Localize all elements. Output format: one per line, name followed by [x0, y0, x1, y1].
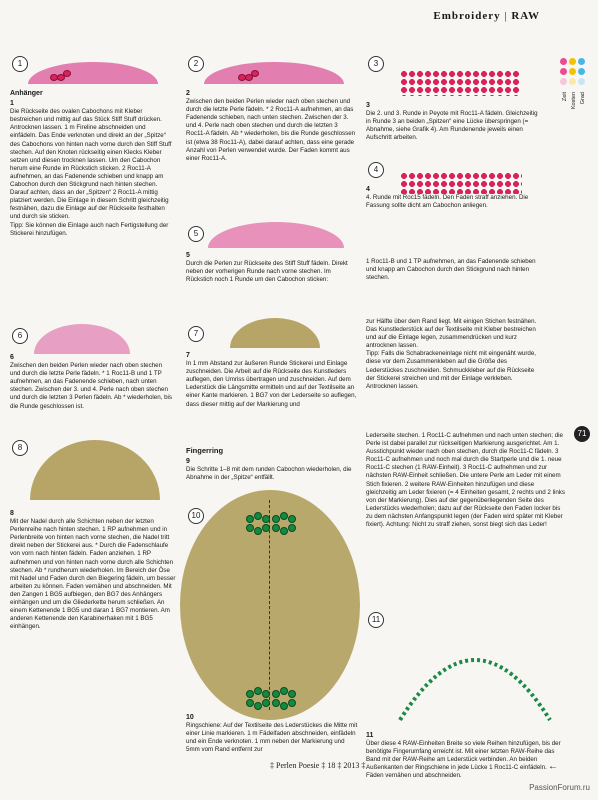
header-left: Embroidery — [433, 10, 501, 22]
step7-tip: Tipp: Falls die Schabrackeneinlage nicht mit eingenäht wurde, diese vor dem Zusammenkleben auf die Größe des Lederstückes zuschneiden. Schmuckkleber auf die Rückseite der Stickerei streichen und mit der Einlage verkleben. Antrocknen lassen. — [366, 350, 537, 390]
column-2-step10 — [186, 712, 358, 754]
side-label-zeit: Zeit — [562, 92, 568, 102]
ring-leather-illustration — [180, 490, 360, 720]
step4-num: 4 — [366, 186, 370, 193]
header-right: RAW — [511, 10, 540, 22]
step7b-text: zur Hälfte über dem Rand liegt. Mit einigen Stichen festnähen. Das Kunstlederstück auf der Textilseite mit Kleber bestreichen und auf die Einlage legen, zusammendrücken und kurz antrocknen lassen. — [366, 318, 537, 350]
column-3-step5b — [366, 258, 544, 282]
column-1-step8 — [10, 508, 176, 631]
step3-text: Die 2. und 3. Runde in Peyote mit Roc11-A fädeln. Gleichzeitig in Runde 3 an beiden „Spitzen“ eine Lücke überspringen (= Abnahme, siehe Grafik 4). Am Rundenende jeweils einen Aufschritt arbeiten. — [366, 110, 538, 142]
step-circle-1: 1 — [12, 56, 28, 72]
peyote-bead-illustration-3 — [400, 70, 520, 96]
column-2 — [186, 88, 356, 163]
page-header — [433, 10, 540, 22]
step7-num: 7 — [186, 352, 190, 359]
step-circle-6: 6 — [12, 328, 28, 344]
step1-title: Anhänger — [10, 90, 43, 97]
step10b-text: Lederseite stechen. 1 Roc11-C aufnehmen und nach unten stechen; die Perle ist dabei parallel zur rückseitigen Markierung ausgerichtet. Am 1. Ausstichpunkt wieder nach oben stechen, durch die Roc11-C fädeln. 3 Roc11-C aufnehmen und noch mal durch die Startperle und die 1. neue Roc11-C stechen (1 RAW-Einheit). 3 Roc11-C aufnehmen und zur nächsten RAW-Einheit schließen. Die untere Perle am Leder mit einem Stich fixieren. 2 weitere RAW-Einheiten hinzufügen und diese gleichzeitig am Leder fixieren (= 4 Einheiten gesamt, 2 rechts und 2 links von der Markierung). Dies auf der gegenüberliegenden Seite des Lederstücks wiederholen; dazu auf der Rückseite den Faden locker bis zu dem nächsten Anfangspunkt legen (der Faden wird später mit Kleber fixiert). Achtung: Nicht zu straff ziehen, sonst biegt sich das Leder! — [366, 432, 565, 529]
step5-text: Durch die Perlen zur Rückseite des Stiff Stuff fädeln. Direkt neben der vorherigen Runde nach vorne stechen. Im Rückstich noch 1 Runde um den Cabochon sticken: — [186, 260, 348, 284]
page-badge: 71 — [574, 426, 590, 442]
step10-text: Ringschiene: Auf der Textilseite des Lederstückes die Mitte mit einer Linie markieren. 1 m Fädelfaden abschneiden, einfädeln und ein Ende verknoten. 1 mm neben der Markierung und 5mm vom Rand entfernt zur — [186, 722, 358, 754]
step3-num: 3 — [366, 102, 370, 109]
cabochon-illustration-5 — [208, 222, 344, 248]
watermark: PassionForum.ru — [529, 783, 590, 792]
step11-text: Über diese 4 RAW-Einheiten Breite so viele Reihen hinzufügen, bis der benötigte Fingerumfang erreicht ist. Mit einer letzten RAW-Reihe das Band mit der RAW-Reihe am Lederstück verbinden. An beiden Außenkanten der Ringschiene in jede Lücke 1 Roc11-C einfädeln. Fäden vernähen und abschneiden. — [366, 740, 561, 780]
step5b-text: 1 Roc11-B und 1 TP aufnehmen, an das Fadenende schieben und knapp am Cabochon durch den Stickgrund nach hinten stechen. — [366, 258, 536, 282]
cabochon-illustration-1 — [28, 62, 158, 84]
header-sep: | — [504, 10, 508, 22]
step-circle-10: 10 — [188, 508, 204, 524]
step8-num: 8 — [10, 510, 14, 517]
page-footer: ‡ Perlen Poesie ‡ 18 ‡ 2013 ‡ — [270, 761, 366, 770]
column-1-step6 — [10, 352, 172, 411]
step-circle-2: 2 — [188, 56, 204, 72]
column-3-step4 — [366, 184, 544, 210]
step6-num: 6 — [10, 354, 14, 361]
step4-text: 4. Runde mit Roc15 fädeln. Den Faden straff anziehen. Die Fassung sollte dicht am Cabochon anliegen. — [366, 194, 529, 210]
ring-band-arc-illustration — [390, 620, 560, 730]
column-3-step7b — [366, 318, 544, 391]
step8-text: Mit der Nadel durch alle Schichten neben der letzten Perlenreihe nach hinten stechen. 1 RP aufnehmen und in Perlenbreite von hinten nach vorne stechen, die Nadel tritt direkt neben der Stickerei aus. * Durch die Fadenschlaufe von vorn nach hinten fädeln. Faden anziehen. 1 RP aufnehmen und von hinten nach vorne durch alle Schichten stechen. Ab * rundherum wiederholen. Im Bereich der Öse mit Nadel und Faden durch den Biegering fädeln, um besser arbeiten zu können. Faden vernähen und abschneiden. Mit den Zangen 1 BG5 aufbiegen, den BG7 des Anhängers einhängen und um die Gliederkette herum schließen. An einem Kettenende 1 BG5 und daran 1 BG7 montieren. Am anderen Kettenende den Karabinerhaken mit 1 BG5 einhängen. — [10, 518, 176, 631]
fingerring-title: Fingerring — [186, 446, 224, 455]
step1-num: 1 — [10, 100, 14, 108]
column-3 — [366, 100, 544, 142]
step5-num: 5 — [186, 252, 190, 259]
cabochon-illustration-6 — [34, 324, 130, 354]
step-circle-3: 3 — [368, 56, 384, 72]
step-circle-8: 8 — [12, 440, 28, 456]
center-mark-line — [269, 500, 270, 710]
step11-num: 11 — [366, 732, 374, 739]
side-label-kosten: Kosten — [571, 92, 577, 110]
step-circle-4: 4 — [368, 162, 384, 178]
leather-illustration-7 — [230, 318, 320, 348]
step2-text: Zwischen den beiden Perlen wieder nach oben stechen und durch die letzte Perle fädeln. * 2 Roc11-A aufnehmen, an das Fadenende schieben, nach unten stechen. Zwischen der 3. und 4. Perle nach oben stechen und durch die letzten 3 Roc11-A fädeln. Ab * wiederholen, bis die Runde geschlossen ist (etwa 38 Roc11-A), dabei darauf achten, dass eine gerade Anzahl von Perlen verwendet wurde. Der Faden kommt aus einer Roc11-A. — [186, 98, 356, 162]
leather-illustration-8 — [30, 440, 160, 500]
step9-num: 9 — [186, 458, 190, 465]
column-2-step5 — [186, 250, 356, 284]
column-3-step11 — [366, 730, 566, 781]
column-2-step9 — [186, 456, 358, 482]
continue-arrow-icon: ← — [548, 761, 558, 772]
step10-num: 10 — [186, 714, 194, 721]
step1-text: Die Rückseite des ovalen Cabochons mit Kleber bestreichen und mittig auf das Stück Stiff Stuff drücken. Antrocknen lassen. 1 m Fireline abschneiden und einfädeln. Das Ende verknoten und direkt an der „Spitze“ des Cabochons von hinten nach vorne durch den Stiff Stuff stechen. Auf den Knoten rückseitig einen Klecks Kleber setzen und diesen trocknen lassen. Um den Cabochon herum eine Runde im Rückstich sticken. 2 Roc11-A aufnehmen, an das Fadenende schieben und knapp am Cabochon durch den Stickgrund nach hinten stechen. Darauf achten, dass an der „Spitzen“ 2 Roc11-A mittig platziert werden. Die Einlage in diesem Schritt gleichzeitig festnähen, dazu die Einlage auf der Rückseite festhalten und durch sie sticken. — [10, 108, 172, 221]
column-3-step10b — [366, 432, 566, 529]
step9-text: Die Schritte 1–8 mit dem runden Cabochon wiederholen, die Abnahme in der „Spitze“ entfällt. — [186, 466, 352, 482]
cabochon-illustration-2 — [204, 62, 344, 84]
column-2-step7 — [186, 350, 358, 409]
step-circle-7: 7 — [188, 326, 204, 342]
step1-tip: Tipp: Sie können die Einlage auch nach Fertigstellung der Stickerei hinzufügen. — [10, 221, 169, 237]
step7-text: In 1 mm Abstand zur äußeren Runde Stickerei und Einlage zuschneiden. Die Arbeit auf die Rückseite des Kunstleders auflegen, den Umriss übertragen und zuschneiden. Auf dem Lederstück die Längsmitte ermitteln und auf der Textilseite an einer Kante markieren. 1 BG7 von der Lederseite so auflegen, dass dieser mittig auf der Markierung und — [186, 360, 357, 408]
column-1 — [10, 88, 172, 238]
step-circle-5: 5 — [188, 226, 204, 242]
step6-text: Zwischen den beiden Perlen wieder nach oben stechen und durch die letzte Perle fädeln. * 1 Roc11-B und 1 TP aufnehmen, an das Fadenende schieben, nach unten stechen. Zwischen der 3. und 4. Perle nach oben stechen und durch die letzten 3 Perlen fädeln. Ab * wiederholen, bis die Runde geschlossen ist. — [10, 362, 173, 410]
side-label-grad: Grad — [580, 92, 586, 105]
step-circle-11: 11 — [368, 612, 384, 628]
step2-num: 2 — [186, 90, 190, 97]
